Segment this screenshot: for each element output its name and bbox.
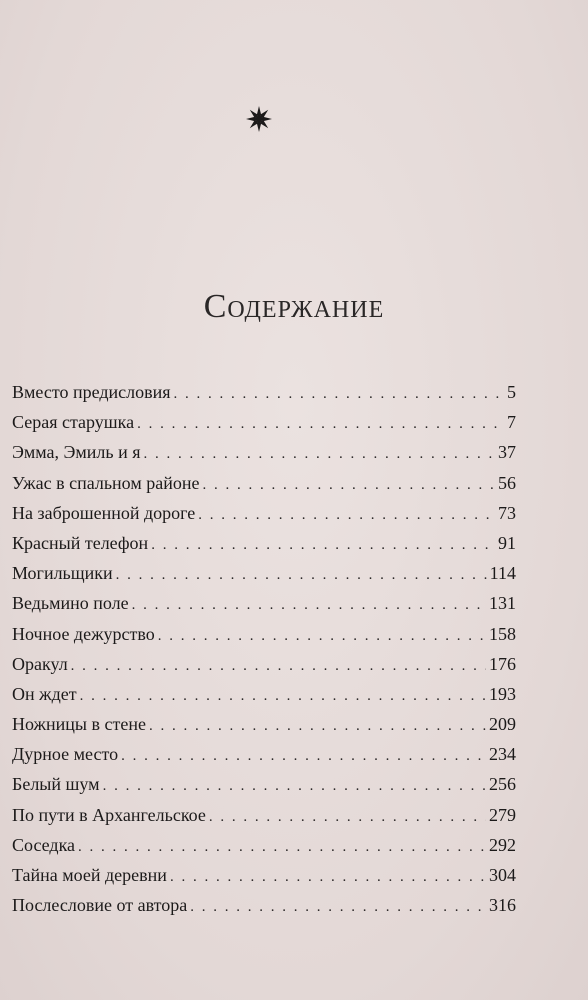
toc-entry-title: Ведьмино поле bbox=[12, 593, 129, 614]
toc-dot-leader bbox=[151, 530, 495, 560]
toc-entry-page: 316 bbox=[489, 895, 516, 916]
toc-dot-leader bbox=[80, 681, 486, 711]
toc-entry bbox=[12, 588, 516, 618]
toc-entry-page: 256 bbox=[489, 774, 516, 795]
toc-entry bbox=[12, 860, 516, 890]
toc-dot-leader bbox=[132, 590, 486, 620]
toc-entry-page: 91 bbox=[498, 532, 516, 553]
toc-dot-leader bbox=[149, 711, 486, 741]
toc-entry bbox=[12, 528, 516, 558]
toc-entry-page: 193 bbox=[489, 683, 516, 704]
toc-entry bbox=[12, 890, 516, 920]
toc-dot-leader bbox=[144, 439, 495, 469]
toc-entry bbox=[12, 830, 516, 860]
toc-entry-page: 5 bbox=[507, 382, 516, 402]
toc-entry bbox=[12, 468, 516, 498]
toc-entry-title: Серая старушка bbox=[12, 412, 135, 433]
toc-entry bbox=[12, 377, 516, 407]
toc-dot-leader bbox=[209, 802, 486, 832]
toc-entry bbox=[12, 709, 516, 739]
toc-entry-page: 7 bbox=[507, 412, 516, 433]
toc-dot-leader bbox=[170, 862, 486, 892]
toc-entry bbox=[12, 558, 516, 588]
table-of-contents bbox=[12, 377, 516, 920]
toc-entry-title: Красный телефон bbox=[12, 532, 149, 553]
toc-entry-page: 114 bbox=[489, 563, 516, 584]
toc-entry-title: Могильщики bbox=[12, 563, 113, 584]
toc-dot-leader bbox=[121, 741, 486, 771]
toc-entry bbox=[12, 649, 516, 679]
toc-entry bbox=[12, 498, 516, 528]
toc-entry bbox=[12, 769, 516, 799]
toc-entry-title: Вместо предисловия bbox=[12, 382, 171, 402]
toc-entry-title: Тайна моей деревни bbox=[12, 865, 167, 885]
toc-dot-leader bbox=[202, 470, 495, 500]
toc-entry-title: Дурное место bbox=[12, 744, 119, 765]
toc-entry-title: Он ждет bbox=[12, 683, 77, 704]
toc-entry-page: 304 bbox=[489, 865, 516, 885]
toc-entry-page: 56 bbox=[498, 472, 516, 493]
toc-entry-title: Соседка bbox=[12, 834, 76, 855]
toc-entry-title: На заброшенной дороге bbox=[12, 502, 196, 523]
toc-entry bbox=[12, 437, 516, 467]
toc-entry-title: Ножницы в стене bbox=[12, 714, 146, 735]
toc-entry-title: Ужас в спальном районе bbox=[12, 472, 200, 493]
toc-entry-page: 234 bbox=[489, 744, 516, 765]
toc-entry-page: 131 bbox=[489, 593, 516, 614]
toc-dot-leader bbox=[158, 621, 486, 651]
toc-entry bbox=[12, 800, 516, 830]
toc-entry bbox=[12, 407, 516, 437]
page-title: Содержание bbox=[203, 288, 385, 325]
toc-entry-title: Эмма, Эмиль и я bbox=[12, 442, 141, 463]
toc-dot-leader bbox=[190, 892, 486, 922]
toc-dot-leader bbox=[71, 651, 486, 681]
toc-dot-leader bbox=[174, 379, 504, 409]
toc-entry-page: 73 bbox=[498, 502, 516, 523]
toc-entry bbox=[12, 739, 516, 769]
star-flower-icon bbox=[244, 104, 274, 134]
toc-dot-leader bbox=[137, 409, 504, 439]
toc-entry-title: Оракул bbox=[12, 653, 68, 674]
toc-entry-page: 279 bbox=[489, 804, 516, 825]
toc-entry-title: Послесловие от автора bbox=[12, 895, 188, 916]
toc-dot-leader bbox=[78, 832, 486, 862]
toc-entry bbox=[12, 619, 516, 649]
toc-entry-title: По пути в Архангельское bbox=[12, 804, 206, 825]
toc-entry-title: Ночное дежурство bbox=[12, 623, 155, 644]
toc-dot-leader bbox=[116, 560, 487, 590]
toc-entry-page: 158 bbox=[489, 623, 516, 644]
toc-entry-page: 292 bbox=[489, 834, 516, 855]
toc-entry-page: 176 bbox=[489, 653, 516, 674]
toc-entry-page: 209 bbox=[489, 714, 516, 735]
toc-entry bbox=[12, 679, 516, 709]
toc-dot-leader bbox=[103, 771, 486, 801]
toc-entry-title: Белый шум bbox=[12, 774, 100, 795]
toc-dot-leader bbox=[198, 500, 495, 530]
toc-entry-page: 37 bbox=[498, 442, 516, 463]
